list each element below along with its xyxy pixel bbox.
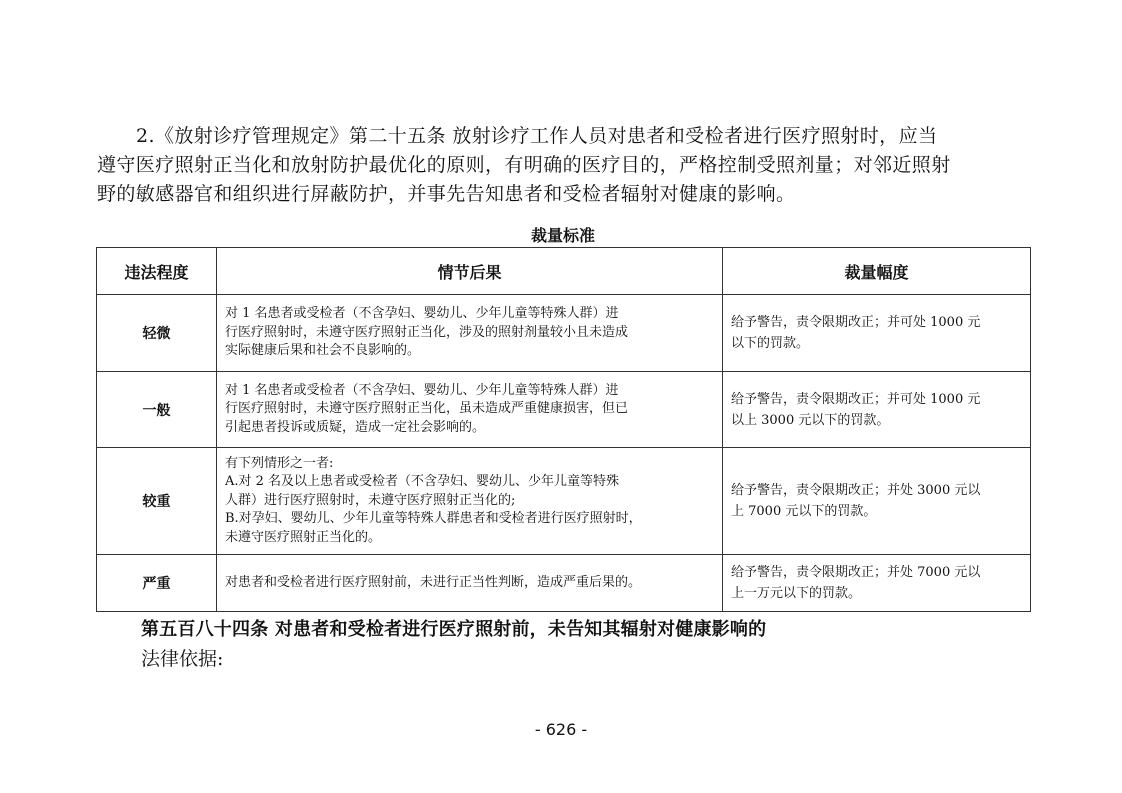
circumstances-line: 实际健康后果和社会不良影响的。: [225, 343, 421, 359]
penalty-cell: [723, 555, 1031, 612]
circumstances-cell: [217, 448, 723, 555]
circumstances-line: 有下列情形之一者:: [225, 455, 334, 471]
penalty-line: 以下的罚款。: [731, 336, 810, 351]
violation-level: 较重: [97, 448, 217, 555]
header-penalty-range: 裁量幅度: [723, 248, 1031, 295]
penalty-line: 给予警告，责令限期改正；并可处 1000 元: [731, 391, 981, 407]
penalty-cell: [723, 295, 1031, 372]
table-header-row: [97, 248, 1031, 295]
table-row: [97, 372, 1031, 448]
paragraph-line: 2.《放射诊疗管理规定》第二十五条 放射诊疗工作人员对患者和受检者进行医疗照射时，应当: [136, 125, 938, 147]
penalty-cell: [723, 372, 1031, 448]
discretion-standard-table: [96, 247, 1031, 612]
circumstances-cell: [217, 295, 723, 372]
violation-level: 一般: [97, 372, 217, 448]
circumstances-line: A.对 2 名及以上患者或受检者（不含孕妇、婴幼儿、少年儿童等特殊: [225, 474, 620, 490]
violation-level: 严重: [97, 555, 217, 612]
penalty-line: 给予警告，责令限期改正；并处 7000 元以: [731, 565, 981, 580]
header-violation-degree: 违法程度: [97, 248, 217, 295]
circumstances-cell: [217, 555, 723, 612]
circumstances-line: 行医疗照射时，未遵守医疗照射正当化，涉及的照射剂量较小且未造成: [225, 324, 629, 340]
header-circumstances: 情节后果: [217, 248, 723, 295]
circumstances-line: 对患者和受检者进行医疗照射前，未进行正当性判断，造成严重后果的。: [225, 574, 642, 590]
penalty-line: 上 7000 元以下的罚款。: [731, 504, 877, 519]
table-row: [97, 295, 1031, 372]
regulation-paragraph: [97, 122, 1029, 209]
violation-level: 轻微: [97, 295, 217, 372]
article-heading: 第五百八十四条 对患者和受检者进行医疗照射前，未告知其辐射对健康影响的: [141, 619, 767, 640]
circumstances-line: 对 1 名患者或受检者（不含孕妇、婴幼儿、少年儿童等特殊人群）进: [225, 382, 619, 398]
circumstances-cell: [217, 372, 723, 448]
table-caption: 裁量标准: [530, 226, 595, 245]
circumstances-line: 人群）进行医疗照射时，未遵守医疗照射正当化的;: [225, 492, 516, 508]
penalty-line: 给予警告，责令限期改正；并处 3000 元以: [731, 483, 981, 498]
circumstances-line: 行医疗照射时，未遵守医疗照射正当化，虽未造成严重健康损害，但已: [225, 401, 629, 417]
table-row: [97, 448, 1031, 555]
page-number: - 626 -: [534, 720, 588, 739]
penalty-line: 上一万元以下的罚款。: [731, 586, 862, 601]
circumstances-line: 引起患者投诉或质疑，造成一定社会影响的。: [225, 419, 486, 435]
penalty-line: 给予警告，责令限期改正；并可处 1000 元: [731, 315, 981, 330]
legal-basis-label: 法律依据:: [141, 648, 224, 670]
paragraph-line: 野的敏感器官和组织进行屏蔽防护，并事先告知患者和受检者辐射对健康的影响。: [97, 183, 796, 205]
table-row: [97, 555, 1031, 612]
circumstances-line: B.对孕妇、婴幼儿、少年儿童等特殊人群患者和受检者进行医疗照射时，: [225, 511, 642, 527]
penalty-cell: [723, 448, 1031, 555]
circumstances-line: 对 1 名患者或受检者（不含孕妇、婴幼儿、少年儿童等特殊人群）进: [225, 306, 619, 322]
paragraph-line: 遵守医疗照射正当化和放射防护最优化的原则，有明确的医疗目的，严格控制受照剂量；对邻近照射: [97, 154, 951, 176]
penalty-line: 以上 3000 元以下的罚款。: [731, 412, 890, 428]
circumstances-line: 未遵守医疗照射正当化的。: [225, 529, 382, 545]
